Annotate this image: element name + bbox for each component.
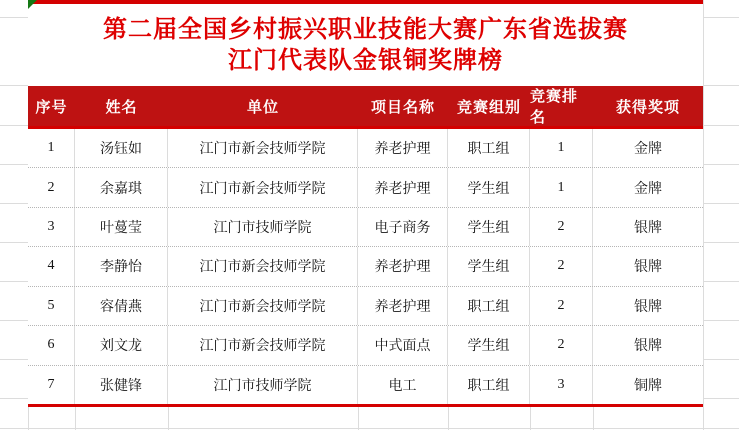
table-row — [28, 366, 703, 404]
table-bottom-border — [28, 404, 703, 407]
table-cell[interactable]: 养老护理 — [358, 287, 448, 325]
table-cell[interactable]: 江门市新会技师学院 — [168, 287, 358, 325]
table-header-row — [28, 86, 703, 129]
table-cell[interactable]: 李静怡 — [75, 247, 168, 285]
table-cell[interactable]: 金牌 — [634, 181, 662, 197]
table-cell[interactable]: 6 — [28, 326, 75, 364]
table-cell[interactable]: 职工组 — [448, 287, 530, 325]
table-cell[interactable]: 5 — [28, 287, 75, 325]
sheet-gutter-bottom[interactable] — [28, 407, 703, 430]
table-cell[interactable]: 养老护理 — [358, 129, 448, 167]
table-cell[interactable]: 3 — [530, 366, 593, 404]
column-header-6[interactable]: 获得奖项 — [615, 98, 680, 116]
table-cell[interactable]: 刘文龙 — [75, 326, 168, 364]
table-row — [28, 247, 703, 286]
column-header-4[interactable]: 竞赛组别 — [456, 98, 521, 116]
table-cell[interactable]: 2 — [530, 326, 593, 364]
table-cell[interactable]: 江门市新会技师学院 — [168, 326, 358, 364]
table-cell[interactable]: 1 — [28, 129, 75, 167]
table-cell[interactable]: 余嘉琪 — [75, 168, 168, 206]
table-cell[interactable]: 银牌 — [634, 260, 662, 276]
title-line-1: 第二届全国乡村振兴职业技能大赛广东省选拔赛 — [103, 16, 628, 43]
table-title-cell[interactable] — [28, 4, 703, 86]
table-cell[interactable]: 养老护理 — [358, 247, 448, 285]
table-cell[interactable]: 职工组 — [448, 366, 530, 404]
column-header-5[interactable]: 竞赛排名 — [530, 88, 579, 126]
table-cell[interactable]: 江门市技师学院 — [168, 208, 358, 246]
table-cell[interactable]: 养老护理 — [358, 168, 448, 206]
table-cell[interactable]: 1 — [530, 168, 593, 206]
sheet-gutter-left[interactable] — [0, 0, 28, 430]
table-body — [28, 129, 703, 404]
column-header-3[interactable]: 项目名称 — [370, 98, 435, 116]
table-cell[interactable]: 电子商务 — [358, 208, 448, 246]
table-cell[interactable]: 职工组 — [448, 129, 530, 167]
table-cell[interactable]: 汤钰如 — [75, 129, 168, 167]
table-row — [28, 129, 703, 168]
table-cell[interactable]: 中式面点 — [358, 326, 448, 364]
table-cell[interactable]: 学生组 — [448, 247, 530, 285]
table-cell[interactable]: 学生组 — [448, 208, 530, 246]
table-cell[interactable]: 张健锋 — [75, 366, 168, 404]
table-cell[interactable]: 江门市新会技师学院 — [168, 247, 358, 285]
table-row — [28, 287, 703, 326]
table-row — [28, 326, 703, 365]
table-cell[interactable]: 铜牌 — [634, 378, 662, 394]
column-header-0[interactable]: 序号 — [35, 98, 68, 116]
table-row — [28, 168, 703, 207]
table-cell[interactable]: 4 — [28, 247, 75, 285]
cell-error-indicator-icon — [28, 0, 37, 9]
table-cell[interactable]: 2 — [530, 208, 593, 246]
table-cell[interactable]: 银牌 — [634, 299, 662, 315]
table-cell[interactable]: 7 — [28, 366, 75, 404]
table-cell[interactable]: 金牌 — [634, 142, 662, 158]
table-row — [28, 208, 703, 247]
table-cell[interactable]: 银牌 — [634, 339, 662, 355]
column-header-1[interactable]: 姓名 — [105, 98, 138, 116]
table-cell[interactable]: 2 — [28, 168, 75, 206]
table-cell[interactable]: 江门市新会技师学院 — [168, 129, 358, 167]
table-cell[interactable]: 容倩燕 — [75, 287, 168, 325]
table-cell[interactable]: 2 — [530, 247, 593, 285]
table-cell[interactable]: 江门市技师学院 — [168, 366, 358, 404]
table-cell[interactable]: 1 — [530, 129, 593, 167]
table-cell[interactable]: 2 — [530, 287, 593, 325]
table-cell[interactable]: 银牌 — [634, 221, 662, 237]
sheet-gutter-right[interactable] — [704, 0, 739, 430]
column-header-2[interactable]: 单位 — [246, 98, 279, 116]
table-cell[interactable]: 叶蔓莹 — [75, 208, 168, 246]
table-cell[interactable]: 学生组 — [448, 326, 530, 364]
table-cell[interactable]: 3 — [28, 208, 75, 246]
table-cell[interactable]: 学生组 — [448, 168, 530, 206]
table-cell[interactable]: 江门市新会技师学院 — [168, 168, 358, 206]
title-line-2: 江门代表队金银铜奖牌榜 — [228, 47, 503, 74]
table-cell[interactable]: 电工 — [358, 366, 448, 404]
